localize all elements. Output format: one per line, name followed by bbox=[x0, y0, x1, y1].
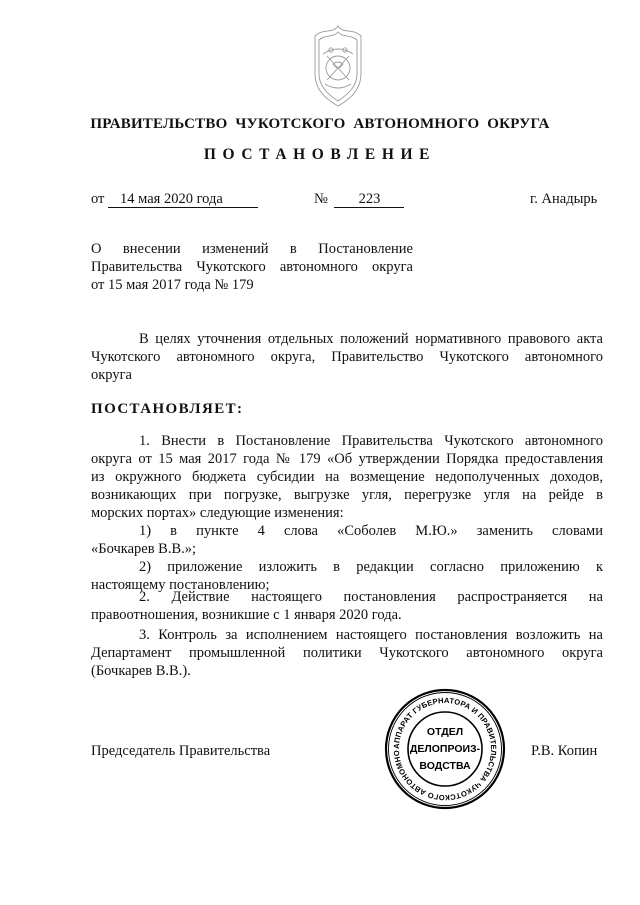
text-line: настоящему постановлению; bbox=[91, 577, 270, 593]
signatory-name: Р.В. Копин bbox=[531, 743, 598, 759]
item-3-paragraph bbox=[91, 626, 603, 680]
coat-of-arms-emblem bbox=[303, 24, 373, 110]
stamp-center-line: ОТДЕЛ bbox=[426, 726, 464, 738]
stamp-ring-text: АППАРАТ ГУБЕРНАТОРА И ПРАВИТЕЛЬСТВА ЧУКОТСКОГО АВТОНОМНО bbox=[391, 695, 499, 803]
text-line: Чукотского автономного округа, Правительство Чукотского автономного bbox=[91, 349, 603, 365]
text-line: из окружного бюджета субсидии на возмещение недополученных доходов, bbox=[91, 469, 603, 485]
stamp-center-line: ВОДСТВА bbox=[419, 760, 471, 772]
text-line: округа bbox=[91, 367, 132, 383]
office-stamp bbox=[383, 687, 507, 811]
item-1-paragraph bbox=[91, 432, 603, 522]
date-value: 14 мая 2020 года bbox=[108, 192, 258, 208]
number-field bbox=[314, 191, 404, 208]
subject-line: Правительства Чукотского автономного округа bbox=[91, 259, 413, 275]
text-line: 1. Внести в Постановление Правительства Чукотского автономного bbox=[139, 433, 603, 449]
subject-line: от 15 мая 2017 года № 179 bbox=[91, 277, 254, 293]
subject-line: О внесении изменений в Постановление bbox=[91, 241, 413, 257]
text-line: В целях уточнения отдельных положений нормативного правового акта bbox=[139, 331, 603, 347]
text-line: морских портах» следующие изменения: bbox=[91, 505, 344, 521]
number-prefix: № bbox=[314, 191, 328, 207]
item-2-paragraph bbox=[91, 588, 603, 624]
date-field bbox=[91, 191, 258, 208]
document-subject bbox=[91, 240, 413, 294]
item-1-1-paragraph bbox=[91, 522, 603, 558]
text-line: (Бочкарев В.В.). bbox=[91, 663, 191, 679]
stamp-center-line: ДЕЛОПРОИЗ- bbox=[409, 743, 481, 755]
text-line: Департамент промышленной политики Чукотского автономного округа bbox=[91, 645, 603, 661]
text-line: правоотношения, возникшие с 1 января 2020 года. bbox=[91, 607, 402, 623]
text-line: «Бочкарев В.В.»; bbox=[91, 541, 197, 557]
signatory-position: Председатель Правительства bbox=[91, 743, 271, 759]
text-line: округа от 15 мая 2017 года № 179 «Об утверждении Порядка предоставления bbox=[91, 451, 603, 467]
text-line: 2) приложение изложить в редакции согласно приложению к bbox=[139, 559, 603, 575]
text-line: возникающих при погрузке, выгрузке угля, перегрузке угля на рейде в bbox=[91, 487, 603, 503]
preamble-paragraph bbox=[91, 330, 603, 384]
date-prefix: от bbox=[91, 191, 105, 207]
text-line: 1) в пункте 4 слова «Соболев М.Ю.» заменить словами bbox=[139, 523, 603, 539]
place: г. Анадырь bbox=[530, 191, 598, 207]
number-value: 223 bbox=[334, 192, 404, 208]
organization-title: ПРАВИТЕЛЬСТВО ЧУКОТСКОГО АВТОНОМНОГО ОКРУГА bbox=[90, 116, 550, 132]
text-line: 2. Действие настоящего постановления распространяется на bbox=[139, 589, 603, 605]
document-type: ПОСТАНОВЛЕНИЕ bbox=[203, 146, 437, 163]
text-line: 3. Контроль за исполнением настоящего постановления возложить на bbox=[139, 627, 603, 643]
decree-word: ПОСТАНОВЛЯЕТ: bbox=[91, 401, 244, 417]
